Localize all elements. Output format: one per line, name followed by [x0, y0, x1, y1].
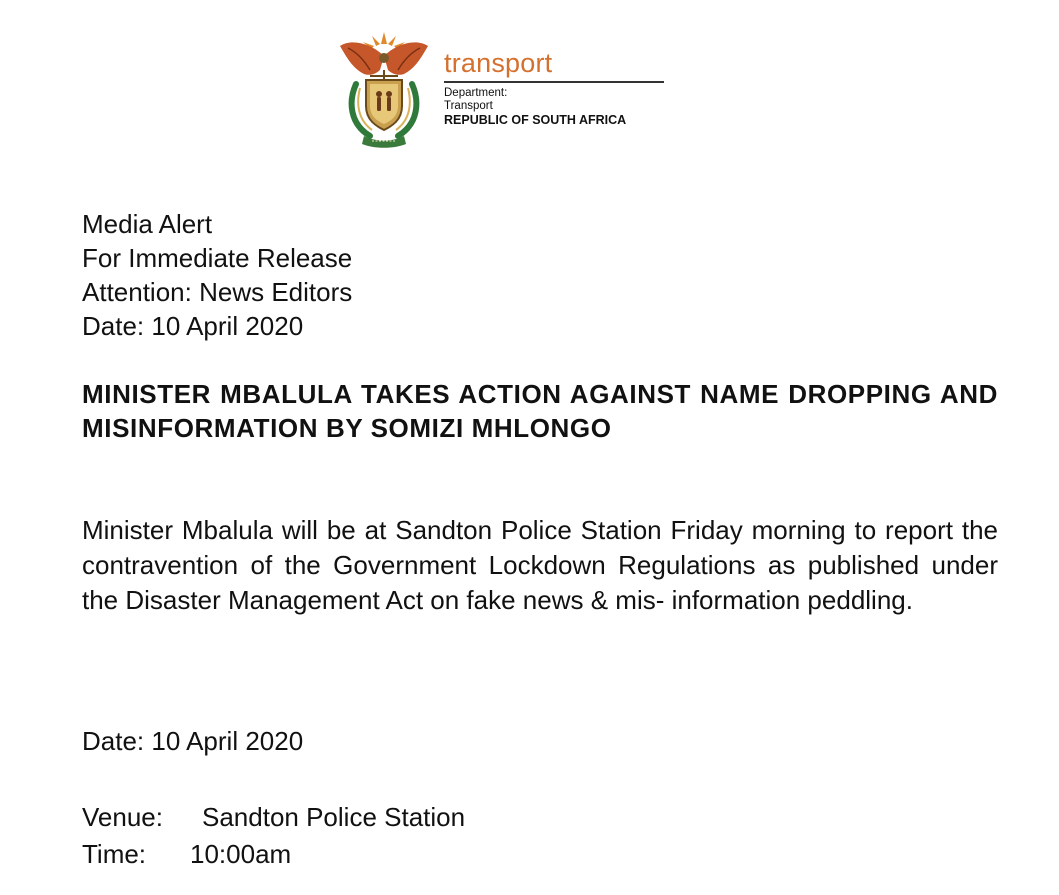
south-africa-coat-of-arms-icon: [334, 28, 434, 150]
brand-divider: [444, 81, 664, 83]
body-paragraph: Minister Mbalula will be at Sandton Police Station Friday morning to report the contravention of the Government Lockdown Regulations as published under the Disaster Management Act on fake news & mis- information peddling.: [82, 515, 998, 615]
time-row: [82, 836, 465, 873]
department-label: Department:: [444, 86, 508, 99]
release-type: For Immediate Release: [82, 243, 353, 273]
event-details: [82, 799, 465, 873]
venue-value: Sandton Police Station: [202, 802, 466, 832]
letterhead: [334, 28, 674, 156]
department-brand: [444, 48, 668, 128]
event-date: Date: 10 April 2020: [82, 726, 304, 756]
headline: MINISTER MBALULA TAKES ACTION AGAINST NAME DROPPING AND MISINFORMATION BY SOMIZI MHLONGO: [82, 379, 998, 443]
brand-name: transport: [444, 48, 553, 78]
media-alert-label: Media Alert: [82, 209, 213, 239]
time-value: 10:00am: [190, 839, 292, 869]
time-label: Time:: [82, 839, 147, 869]
media-alert-block: [82, 207, 352, 343]
venue-label: Venue:: [82, 802, 163, 832]
alert-date: Date: 10 April 2020: [82, 311, 304, 341]
department-name: Transport: [444, 99, 493, 112]
attention-line: Attention: News Editors: [82, 277, 353, 307]
department-block: [444, 87, 668, 128]
venue-row: [82, 799, 465, 836]
country-name: REPUBLIC OF SOUTH AFRICA: [444, 112, 627, 127]
